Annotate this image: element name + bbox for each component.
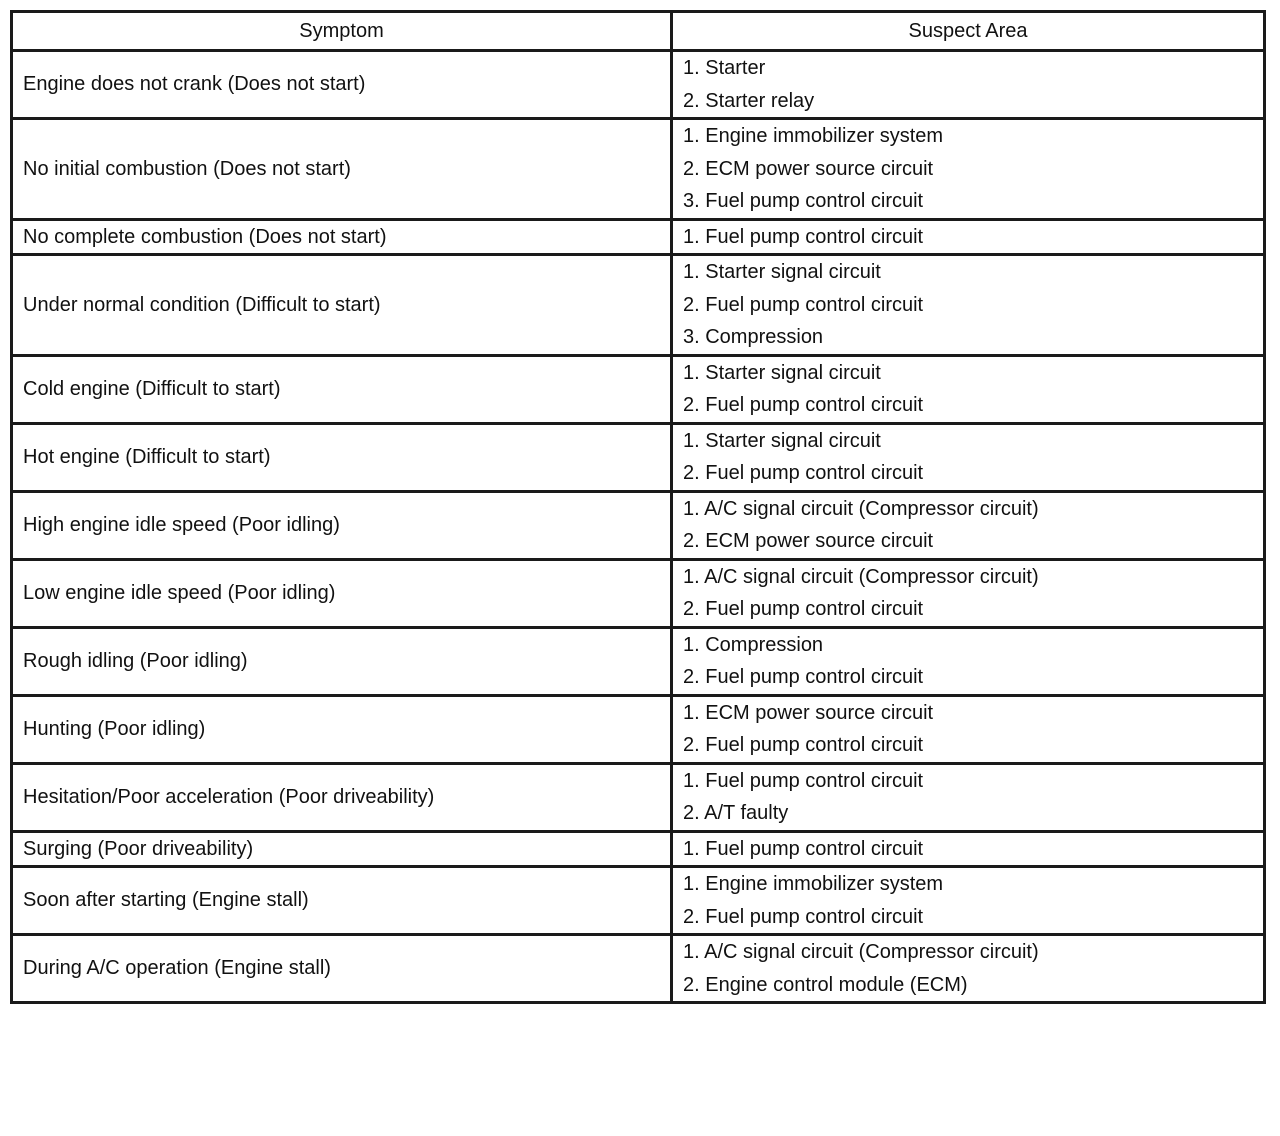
symptom-cell: Hot engine (Difficult to start) — [12, 423, 672, 491]
suspect-item: 2. A/T faulty — [683, 802, 789, 824]
suspect-area-cell — [672, 867, 1265, 935]
suspect-item: 3. Compression — [683, 326, 824, 348]
suspect-item: 1. A/C signal circuit (Compressor circuit) — [683, 497, 1039, 520]
symptom-cell: Cold engine (Difficult to start) — [12, 355, 672, 423]
suspect-item: 2. Fuel pump control circuit — [683, 293, 924, 316]
table-row — [12, 695, 1265, 763]
table-row — [12, 255, 1265, 356]
table-row — [12, 355, 1265, 423]
table-row — [12, 831, 1265, 867]
table-row — [12, 51, 1265, 119]
table-row — [12, 423, 1265, 491]
suspect-area-cell — [672, 627, 1265, 695]
suspect-item: 1. ECM power source circuit — [683, 701, 934, 724]
suspect-item: 1. A/C signal circuit (Compressor circuit) — [683, 565, 1039, 588]
table-row — [12, 119, 1265, 220]
suspect-item: 1. Starter signal circuit — [683, 361, 881, 384]
symptom-cell: Rough idling (Poor idling) — [12, 627, 672, 695]
suspect-item: 1. Fuel pump control circuit — [683, 837, 924, 860]
symptom-cell: Hunting (Poor idling) — [12, 695, 672, 763]
symptom-header: Symptom — [12, 12, 672, 51]
symptom-cell: Low engine idle speed (Poor idling) — [12, 559, 672, 627]
suspect-item: 1. A/C signal circuit (Compressor circuit) — [683, 941, 1039, 963]
suspect-item: 2. Fuel pump control circuit — [683, 666, 924, 688]
suspect-area-cell — [672, 831, 1265, 867]
suspect-item: 2. Fuel pump control circuit — [683, 598, 924, 620]
suspect-item: 2. Fuel pump control circuit — [683, 905, 924, 928]
suspect-item: 2. Engine control module (ECM) — [683, 973, 968, 996]
suspect-area-cell — [672, 119, 1265, 220]
table-row — [12, 627, 1265, 695]
table-header-row — [12, 12, 1265, 51]
symptom-cell: Hesitation/Poor acceleration (Poor driveability) — [12, 763, 672, 831]
table-row — [12, 491, 1265, 559]
symptom-cell: High engine idle speed (Poor idling) — [12, 491, 672, 559]
suspect-area-cell — [672, 559, 1265, 627]
suspect-item: 2. Starter relay — [683, 89, 815, 112]
suspect-area-cell — [672, 255, 1265, 356]
suspect-item: 1. Starter — [683, 57, 766, 79]
suspect-item: 1. Engine immobilizer system — [683, 873, 944, 895]
symptom-cell: No complete combustion (Does not start) — [12, 219, 672, 255]
symptom-cell: During A/C operation (Engine stall) — [12, 935, 672, 1003]
suspect-item: 1. Fuel pump control circuit — [683, 225, 924, 248]
symptom-table — [10, 10, 1266, 1004]
table-row — [12, 935, 1265, 1003]
suspect-item: 2. ECM power source circuit — [683, 157, 934, 180]
suspect-item: 2. Fuel pump control circuit — [683, 734, 924, 756]
suspect-area-cell — [672, 51, 1265, 119]
suspect-area-cell — [672, 763, 1265, 831]
suspect-item: 1. Starter signal circuit — [683, 429, 881, 452]
suspect-area-cell — [672, 355, 1265, 423]
symptom-cell: Engine does not crank (Does not start) — [12, 51, 672, 119]
suspect-area-cell — [672, 935, 1265, 1003]
suspect-area-cell — [672, 491, 1265, 559]
table-row — [12, 559, 1265, 627]
table-row — [12, 219, 1265, 255]
suspect-area-cell — [672, 423, 1265, 491]
symptom-cell: Soon after starting (Engine stall) — [12, 867, 672, 935]
suspect-item: 2. Fuel pump control circuit — [683, 462, 924, 484]
symptom-cell: Under normal condition (Difficult to start) — [12, 255, 672, 356]
suspect-item: 1. Compression — [683, 633, 824, 656]
suspect-area-cell — [672, 695, 1265, 763]
table-row — [12, 867, 1265, 935]
symptom-cell: No initial combustion (Does not start) — [12, 119, 672, 220]
table-body — [12, 51, 1265, 1003]
suspect-item: 2. Fuel pump control circuit — [683, 394, 924, 416]
table-row — [12, 763, 1265, 831]
suspect-item: 1. Engine immobilizer system — [683, 125, 944, 147]
symptom-cell: Surging (Poor driveability) — [12, 831, 672, 867]
suspect-area-cell — [672, 219, 1265, 255]
suspect-item: 1. Starter signal circuit — [683, 261, 881, 283]
suspect-item: 2. ECM power source circuit — [683, 530, 934, 552]
suspect-item: 3. Fuel pump control circuit — [683, 190, 924, 212]
suspect-area-header: Suspect Area — [672, 12, 1265, 51]
suspect-item: 1. Fuel pump control circuit — [683, 769, 924, 792]
